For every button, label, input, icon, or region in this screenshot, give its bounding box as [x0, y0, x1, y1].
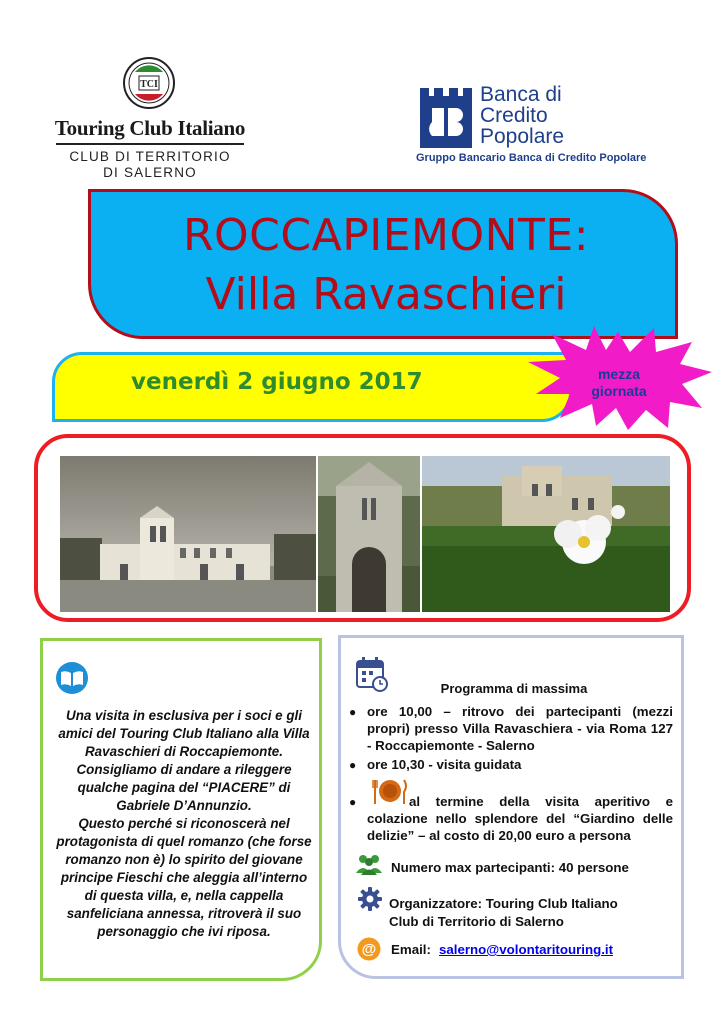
svg-text:TCI: TCI — [140, 79, 158, 90]
garden-photo — [422, 456, 670, 612]
organizer-line1: Organizzatore: Touring Club Italiano — [389, 896, 618, 911]
gear-icon — [357, 886, 383, 912]
badge-line2: giornata — [591, 383, 647, 399]
bank-name-line3: Popolare — [480, 125, 565, 148]
email-link[interactable]: salerno@volontaritouring.it — [439, 942, 614, 957]
title-banner — [88, 189, 678, 339]
at-icon — [357, 937, 381, 961]
bullet-icon: ● — [349, 795, 357, 809]
bank-name-line2: Credito — [480, 104, 548, 127]
chapel-photo — [318, 456, 420, 612]
bullet-icon: ● — [349, 705, 357, 719]
tci-emblem-icon — [122, 56, 176, 110]
badge-line1: mezza — [597, 366, 641, 382]
email-label: Email: — [391, 942, 431, 957]
max-participants: Numero max partecipanti: 40 persone — [391, 860, 629, 875]
bank-name-line1: Banca di — [480, 83, 562, 106]
book-icon — [55, 661, 89, 695]
description-panel — [40, 638, 322, 981]
bank-logo — [412, 84, 702, 168]
villa-facade-photo — [60, 456, 316, 612]
program-item-2: ore 10,30 - visita guidata — [367, 757, 522, 772]
bank-tower-icon — [418, 86, 474, 148]
program-item-1: ore 10,00 – ritrovo dei partecipanti (mezzi propri) presso Villa Ravaschiera - via Roma 127 - Roccapiemonte - Salerno — [367, 704, 673, 753]
photo-frame — [34, 434, 691, 622]
tci-divider — [56, 143, 244, 145]
tci-logo — [50, 50, 250, 180]
program-title: Programma di massima — [440, 681, 588, 696]
tci-name: Touring Club Italiano — [54, 116, 246, 140]
page-title-line1: ROCCAPIEMONTE: — [182, 210, 590, 261]
bank-group-line: Gruppo Bancario Banca di Credito Popolare — [416, 152, 647, 164]
program-panel — [338, 635, 684, 979]
description-text: Una visita in esclusiva per i soci e gli amici del Touring Club Italiano alla Villa Ravaschieri di Roccapiemonte. Consigliamo di andare a rileggere qualche pagina del “PIACERE” di Gabriele D’Annunzio. Questo perché si riconoscerà nel protagonista di quel romanzo (che forse romanzo non è) lo spirito del giovane principe Fieschi che aleggia all’interno di questa villa, e, nella cappella sanfeliciana annessa, ritroverà il suo personaggio che ivi riposa. — [56, 708, 312, 939]
half-day-badge — [556, 366, 682, 400]
svg-text:@: @ — [361, 941, 377, 958]
tci-city-line: DI SALERNO — [103, 165, 197, 180]
event-date: venerdì 2 giugno 2017 — [131, 369, 423, 395]
organizer-line2: Club di Territorio di Salerno — [389, 914, 564, 929]
bullet-icon: ● — [349, 758, 357, 772]
date-banner — [52, 352, 572, 422]
tci-club-line: CLUB DI TERRITORIO — [69, 149, 231, 164]
program-item-3: al termine della visita aperitivo e colazione nello splendore del “Giardino delle delizie” – al costo di 20,00 euro a persona — [367, 794, 673, 843]
people-icon — [355, 853, 383, 875]
page-title-line2: Villa Ravaschieri — [205, 269, 567, 320]
